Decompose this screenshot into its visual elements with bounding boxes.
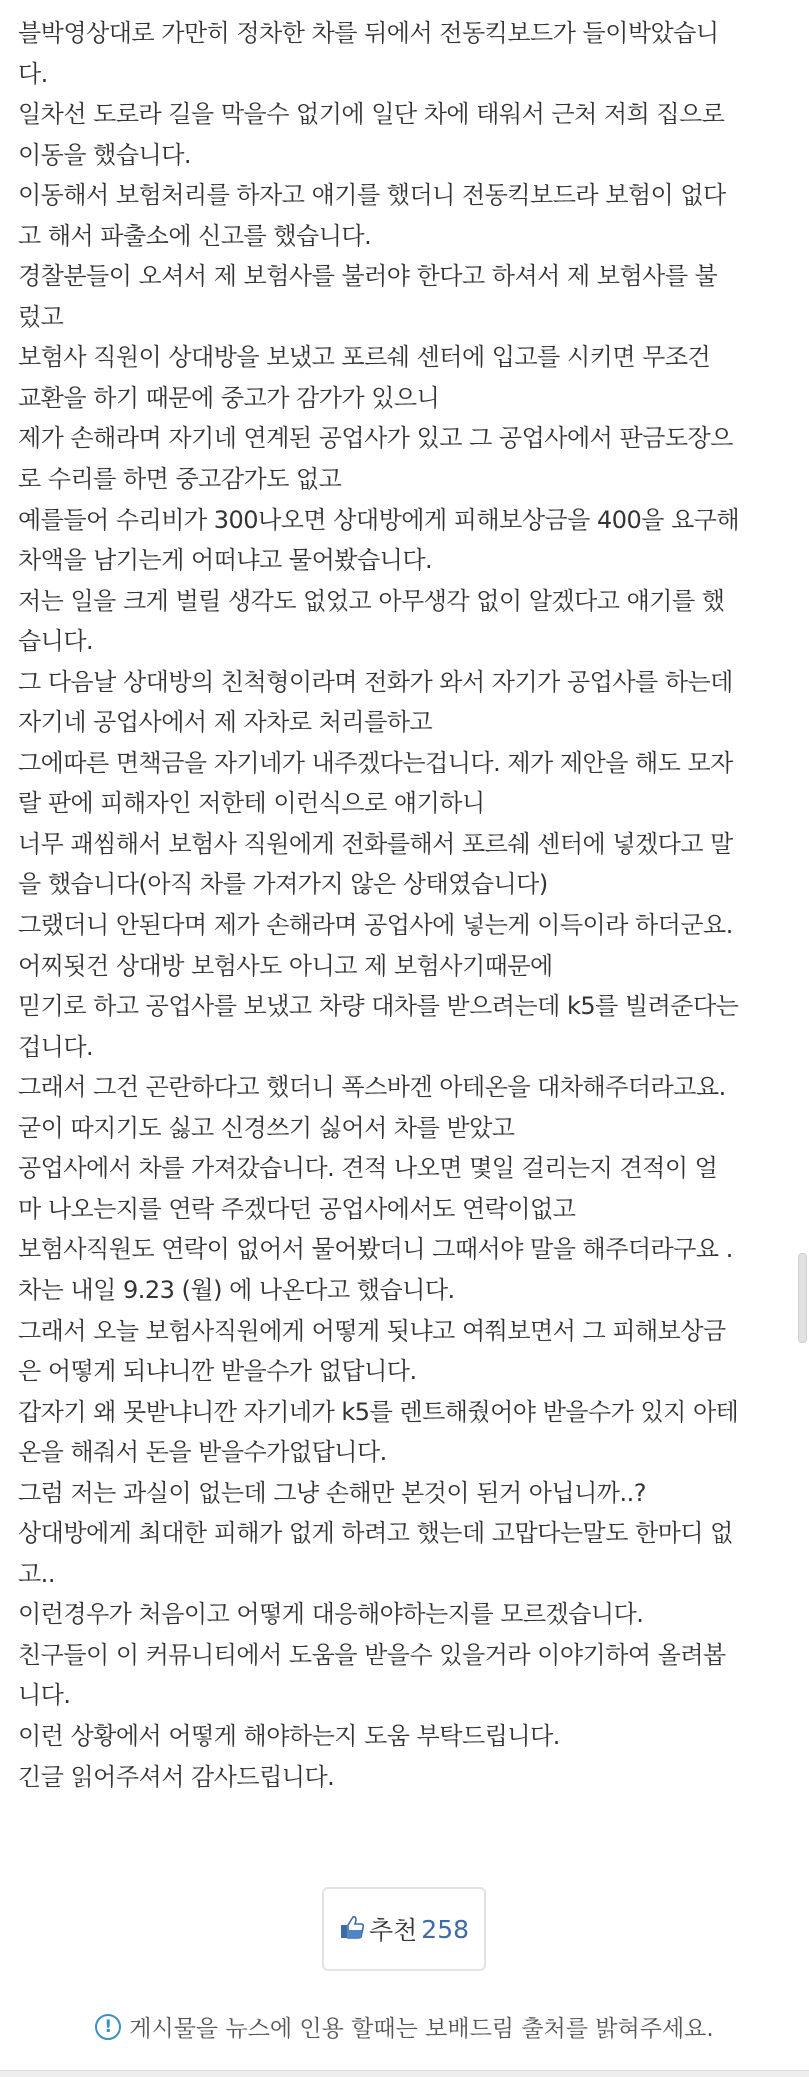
post-text-line: 굳이 따지기도 싫고 신경쓰기 싫어서 차를 받았고 <box>18 1113 515 1142</box>
post-text-line: 고.. <box>18 1559 55 1588</box>
post-text-line: 로 수리를 하면 중고감가도 없고 <box>18 465 342 494</box>
post-text-line: 습니다. <box>18 627 94 656</box>
post-text-line: 저는 일을 크게 벌릴 생각도 없었고 아무생각 없이 알겠다고 얘기를 했 <box>18 586 725 615</box>
thumbs-up-icon <box>339 1914 365 1944</box>
recommend-label: 추천 <box>368 1916 418 1945</box>
info-icon: ! <box>95 2014 121 2040</box>
notice-text: 게시물을 뉴스에 인용 할때는 보배드림 출처를 밝혀주세요. <box>129 2016 714 2042</box>
recommend-button[interactable] <box>322 1887 486 1971</box>
post-text-line: 그 다음날 상대방의 친척형이라며 전화가 와서 자기가 공업사를 하는데 <box>18 667 733 696</box>
post-text-line: 랄 판에 피해자인 저한테 이런식으로 얘기하니 <box>18 789 485 818</box>
post-text-line: 니다. <box>18 1681 71 1710</box>
post-text-line: 차는 내일 9.23 (월) 에 나온다고 했습니다. <box>18 1275 455 1304</box>
post-text-line: 제가 손해라며 자기네 연계된 공업사가 있고 그 공업사에서 판금도장으 <box>18 424 733 453</box>
post-text-line: 블박영상대로 가만히 정차한 차를 뒤에서 전동킥보드가 들이박았습니 <box>18 19 719 47</box>
post-text-line: 겁니다. <box>18 1032 94 1061</box>
post-text-line: 자기네 공업사에서 제 자차로 처리를하고 <box>18 708 433 737</box>
post-text-line: 렀고 <box>18 302 64 331</box>
post-text-line: 그에따른 면책금을 자기네가 내주겠다는겁니다. 제가 제안을 해도 모자 <box>18 748 733 777</box>
post-text-line: 그래서 오늘 보험사직원에게 어떻게 됫냐고 여쭤보면서 그 피해보상금 <box>18 1316 726 1345</box>
post-text-line: 차액을 남기는게 어떠냐고 물어봤습니다. <box>18 546 433 575</box>
post-text-line: 어찌됫건 상대방 보험사도 아니고 제 보험사기때문에 <box>18 951 553 980</box>
post-text-line: 다. <box>18 59 48 88</box>
post-text-line: 그래서 그건 곤란하다고 했더니 폭스바겐 아테온을 대차해주더라고요. <box>18 1073 726 1102</box>
post-text-line: 마 나오는지를 연락 주겠다던 공업사에서도 연락이없고 <box>18 1194 576 1223</box>
post-text-line: 교환을 하기 때문에 중고가 감가가 있으니 <box>18 383 440 412</box>
post-text-line: 예를들어 수리비가 300나오면 상대방에게 피해보상금을 400을 요구해 <box>18 505 740 534</box>
post-text-line: 상대방에게 최대한 피해가 없게 하려고 했는데 고맙다는말도 한마디 없 <box>18 1519 733 1548</box>
post-text-line: 이동을 했습니다. <box>18 140 192 169</box>
post-text-line: 고 해서 파출소에 신고를 했습니다. <box>18 221 372 250</box>
post-text-line: 경찰분들이 오셔서 제 보험사를 불러야 한다고 하셔서 제 보험사를 불 <box>18 262 718 291</box>
post-text-line: 친구들이 이 커뮤니티에서 도움을 받을수 있을거라 이야기하여 올려봅 <box>18 1640 726 1669</box>
post-text-line: 믿기로 하고 공업사를 보냈고 차량 대차를 받으려는데 k5를 빌려준다는 <box>18 992 739 1021</box>
post-body <box>18 13 798 1797</box>
recommend-count: 258 <box>421 1914 470 1944</box>
post-text-line: 그랬더니 안된다며 제가 손해라며 공업사에 넣는게 이득이라 하더군요. <box>18 911 733 940</box>
post-text-line: 이런 상황에서 어떻게 해야하는지 도움 부탁드립니다. <box>18 1721 560 1750</box>
citation-notice <box>0 2010 809 2043</box>
post-text-line: 이동해서 보험처리를 하자고 얘기를 했더니 전동킥보드라 보험이 없다 <box>18 181 726 210</box>
post-text-line: 너무 괘씸해서 보험사 직원에게 전화를해서 포르쉐 센터에 넣겠다고 말 <box>18 829 733 858</box>
post-text-line: 갑자기 왜 못받냐니깐 자기네가 k5를 렌트해줬어야 받을수가 있지 아테 <box>18 1397 739 1426</box>
post-text-line: 은 어떻게 되냐니깐 받을수가 없답니다. <box>18 1357 417 1386</box>
post-text-line: 이런경우가 처음이고 어떻게 대응해야하는지를 모르겠습니다. <box>18 1600 644 1629</box>
post-text-line: 일차선 도로라 길을 막을수 없기에 일단 차에 태워서 근처 저희 집으로 <box>18 100 725 129</box>
post-text-line: 온을 해줘서 돈을 받을수가없답니다. <box>18 1438 387 1467</box>
post-text-line: 을 했습니다(아직 차를 가져가지 않은 상태였습니다) <box>18 870 548 899</box>
post-text-line: 긴글 읽어주셔서 감사드립니다. <box>18 1762 335 1791</box>
post-text-line: 그럼 저는 과실이 없는데 그냥 손해만 본것이 된거 아닙니까..? <box>18 1478 646 1507</box>
post-text-line: 보험사 직원이 상대방을 보냈고 포르쉐 센터에 입고를 시키면 무조건 <box>18 343 711 372</box>
post-text-line: 보험사직원도 연락이 없어서 물어봤더니 그때서야 말을 해주더라구요 . <box>18 1235 733 1264</box>
scrollbar-thumb[interactable] <box>798 1253 807 1343</box>
post-text-line: 공업사에서 차를 가져갔습니다. 견적 나오면 몇일 걸리는지 견적이 얼 <box>18 1154 718 1183</box>
